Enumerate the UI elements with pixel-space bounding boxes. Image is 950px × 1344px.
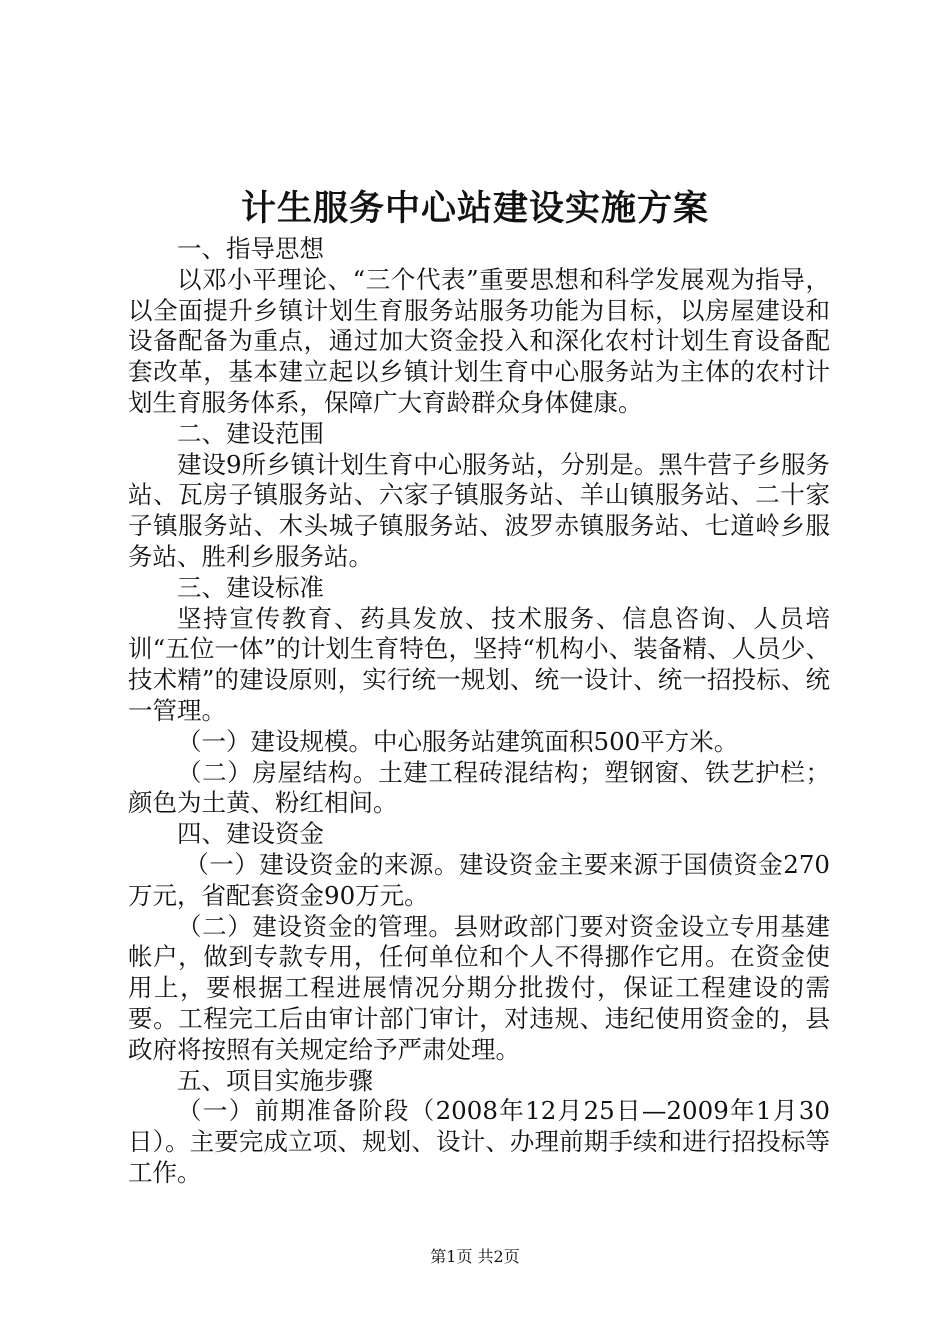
paragraph-building-structure: （二）房屋结构。土建工程砖混结构；塑钢窗、铁艺护栏；颜色为土黄、粉红相间。	[128, 757, 830, 818]
paragraph-guiding-ideology: 以邓小平理论、“三个代表”重要思想和科学发展观为指导，以全面提升乡镇计划生育服务站服务功能为目标，以房屋建设和设备配备为重点，通过加大资金投入和深化农村计划生育设备配套改革，基本建立起以乡镇计划生育中心服务站为主体的农村计划生育服务体系，保障广大育龄群众身体健康。	[128, 264, 830, 417]
paragraph-preparation-stage: （一）前期准备阶段（2008年12月25日—2009年1月30日）。主要完成立项、规划、设计、办理前期手续和进行招投标等工作。	[128, 1096, 830, 1187]
section-heading-construction-scope: 二、建设范围	[177, 418, 324, 448]
section-heading-guiding-ideology: 一、指导思想	[177, 234, 324, 263]
section-heading-implementation-steps: 五、项目实施步骤	[177, 1065, 373, 1095]
document-body	[128, 234, 830, 1189]
section-heading-construction-funds: 四、建设资金	[177, 819, 324, 849]
section-heading-construction-standard: 三、建设标准	[177, 572, 324, 602]
document-title: 计生服务中心站建设实施方案	[240, 188, 709, 229]
page-number-footer: 第1页 共2页	[430, 1247, 520, 1266]
paragraph-construction-standard: 坚持宣传教育、药具发放、技术服务、信息咨询、人员培训“五位一体”的计划生育特色，坚持“机构小、装备精、人员少、技术精”的建设原则，实行统一规划、统一设计、统一招投标、统一管理。	[128, 603, 830, 725]
paragraph-funds-management: （二）建设资金的管理。县财政部门要对资金设立专用基建帐户，做到专款专用，任何单位和个人不得挪作它用。在资金使用上，要根据工程进展情况分期分批拨付，保证工程建设的需要。工程完工后由审计部门审计，对违规、违纪使用资金的，县政府将按照有关规定给予严肃处理。	[128, 911, 830, 1064]
paragraph-construction-scale: （一）建设规模。中心服务站建筑面积500平方米。	[177, 726, 739, 756]
paragraph-funds-source: （一）建设资金的来源。建设资金主要来源于国债资金270万元，省配套资金90万元。	[128, 849, 830, 910]
paragraph-construction-scope: 建设9所乡镇计划生育中心服务站，分别是。黑牛营子乡服务站、瓦房子镇服务站、六家子镇服务站、羊山镇服务站、二十家子镇服务站、木头城子镇服务站、波罗赤镇服务站、七道岭乡服务站、胜利乡服务站。	[128, 449, 830, 571]
